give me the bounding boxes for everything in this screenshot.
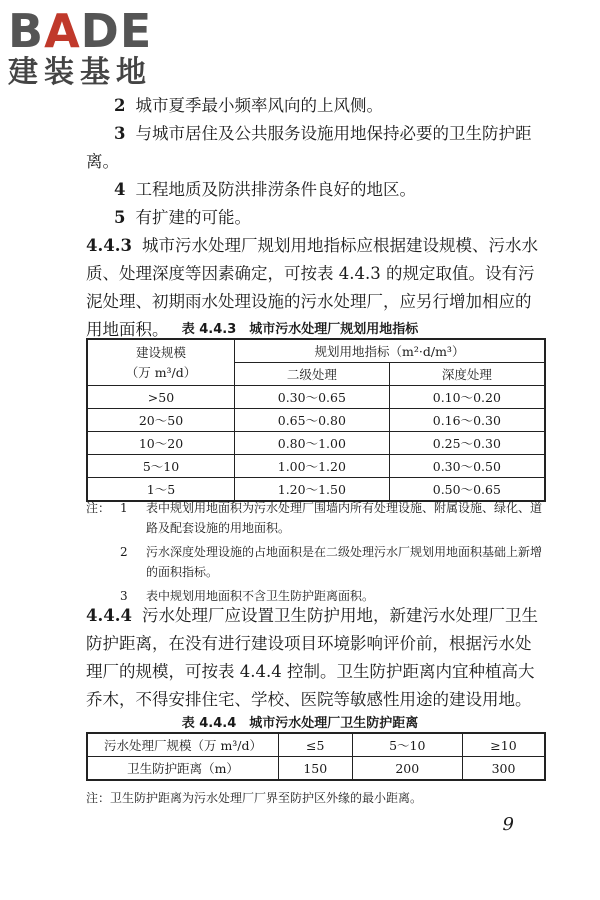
list-item: 3 与城市居住及公共服务设施用地保持必要的卫生防护距离。 — [86, 124, 532, 171]
table-row: 10～20 0.80～1.00 0.25～0.30 — [87, 432, 545, 455]
section-number: 4.4.3 — [86, 236, 132, 255]
table-notes — [86, 498, 546, 606]
list-item: 4 工程地质及防洪排涝条件良好的地区。 — [114, 180, 416, 199]
table-title: 表 4.4.4 城市污水处理厂卫生防护距离 — [181, 716, 419, 731]
header-index: 规划用地指标（m²·d/m³） — [235, 339, 546, 363]
header-scale: 建设规模 （万 m³/d） — [87, 339, 235, 386]
list-item: 2 城市夏季最小频率风向的上风侧。 — [114, 96, 383, 115]
header-deep: 深度处理 — [389, 363, 545, 386]
land-use-table — [86, 338, 546, 502]
section-text: 污水处理厂应设置卫生防护用地，新建污水处理厂卫生防护距离，在没有进行建设项目环境影响评价前，根据污水处理厂的规模，可按表 4.4.4 控制。卫生防护距离内宜种植高大乔木，不得安排住宅、学校、医院等敏感性用途的建设用地。 — [86, 606, 538, 709]
section-number: 4.4.4 — [86, 606, 132, 625]
list-item: 5 有扩建的可能。 — [114, 208, 251, 227]
note-item: 3 表中规划用地面积不含卫生防护距离面积。 — [120, 589, 375, 603]
section-text: 城市污水处理厂规划用地指标应根据建设规模、污水水质、处理深度等因素确定，可按表 4.4.3 的规定取值。设有污泥处理、初期雨水处理设施的污水处理厂，应另行增加相应的用地面积。 — [86, 236, 538, 339]
page-number: 9 — [502, 814, 514, 835]
table-row: 5～10 1.00～1.20 0.30～0.50 — [87, 455, 545, 478]
table-row: >50 0.30～0.65 0.10～0.20 — [87, 386, 545, 409]
table-title: 表 4.4.3 城市污水处理厂规划用地指标 — [181, 322, 419, 337]
table-row: 20～50 0.65～0.80 0.16～0.30 — [87, 409, 545, 432]
table-row: 污水处理厂规模（万 m³/d） ≤5 5～10 ≥10 — [87, 733, 545, 757]
logo-chinese: 建装基地 — [8, 55, 152, 90]
section-4-4-4 — [86, 602, 546, 714]
table-row: 1～5 1.20～1.50 0.50～0.65 — [87, 478, 545, 502]
logo-wordmark: BADE — [8, 4, 153, 58]
table-row: 卫生防护距离（m） 150 200 300 — [87, 757, 545, 781]
note-item: 注： 1 表中规划用地面积为污水处理厂围墙内所有处理设施、附属设施、绿化、道路及配套设施的用地面积。 — [86, 501, 543, 535]
table-note: 注：卫生防护距离为污水处理厂厂界至防护区外缘的最小距离。 — [86, 791, 423, 805]
note-item: 2 污水深度处理设施的占地面积是在二级处理污水厂规划用地面积基础上新增的面积指标。 — [120, 545, 543, 579]
logo — [8, 6, 178, 90]
protection-distance-table — [86, 732, 546, 781]
header-level2: 二级处理 — [235, 363, 390, 386]
